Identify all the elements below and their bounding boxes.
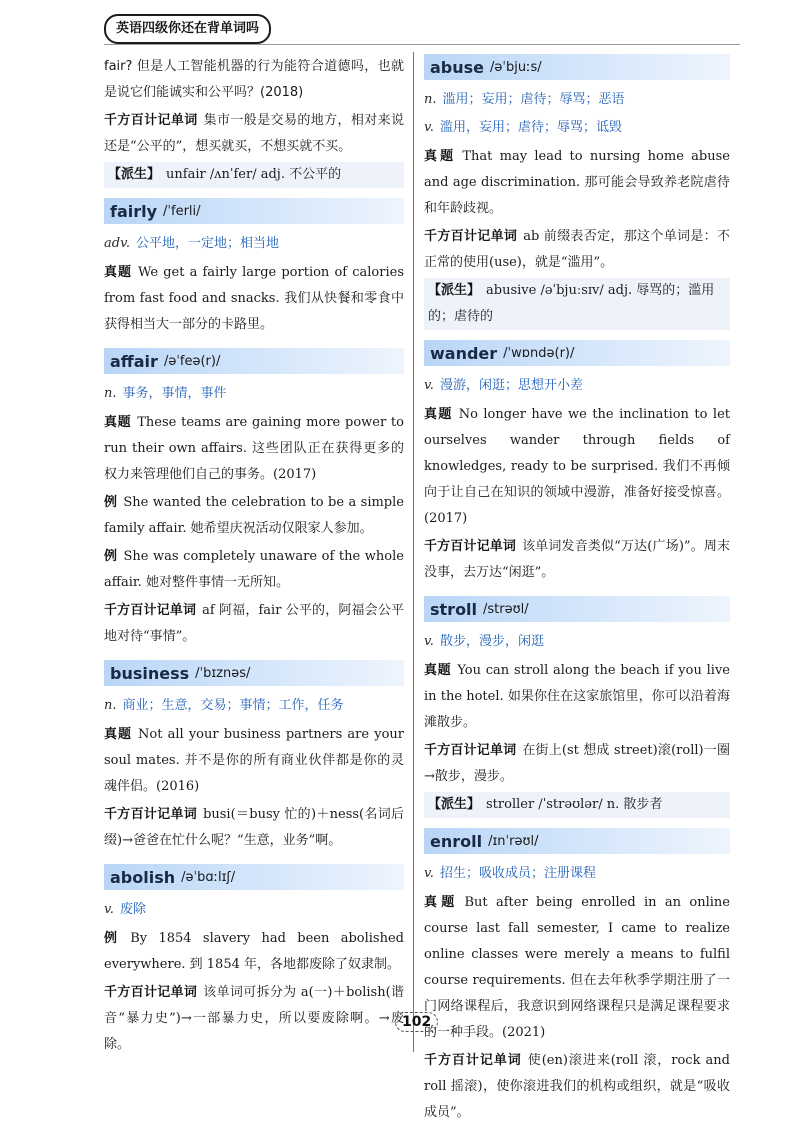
phonetic: /ɪnˈrəʊl/ (488, 833, 539, 849)
derivative-text: stroller /ˈstrəʊlər/ n. 散步者 (486, 797, 663, 812)
derivative-note (424, 792, 730, 818)
definition: 事务，事情，事件 (122, 386, 227, 401)
page-number: 102 (395, 1012, 438, 1032)
mnemonic-note-label: 千方百计记单词 (104, 603, 197, 618)
exam-sentence-label: 真题 (424, 407, 453, 422)
mnemonic-note (424, 738, 730, 790)
definition-line (104, 694, 404, 718)
mnemonic-note (104, 980, 404, 1058)
headword: business (110, 663, 190, 683)
definition-line (104, 898, 404, 922)
headword-bar (424, 54, 730, 80)
part-of-speech: v. (424, 378, 434, 393)
part-of-speech: n. (104, 386, 117, 401)
derivative-label: 【派生】 (428, 283, 481, 298)
part-of-speech: v. (424, 120, 434, 135)
header-rule (104, 44, 740, 45)
derivative-text: unfair /ʌnˈfer/ adj. 不公平的 (166, 167, 342, 182)
mnemonic-note (424, 224, 730, 276)
definition: 公平地，一定地；相当地 (136, 236, 280, 251)
example-sentence-text: She was completely unaware of the whole affair. 她对整件事情一无所知。 (104, 549, 404, 590)
exam-sentence-text: But after being enrolled in an online course last fall semester, I came to realize online classes were merely a means to fulfil course requirements. 但在去年秋季学期注册了一门网络课程后，我意识到网络课程只是满足课程要求的一种手段。(2021) (424, 895, 730, 1040)
part-of-speech: v. (104, 902, 114, 917)
headword-bar (424, 596, 730, 622)
headword: fairly (110, 201, 158, 221)
headword-bar (104, 660, 404, 686)
derivative-note (424, 278, 730, 330)
exam-sentence-label: 真题 (424, 149, 457, 164)
exam-sentence-text: We get a fairly large portion of calories from fast food and snacks. 我们从快餐和零食中获得相当大一部分的卡路里。 (104, 265, 404, 332)
example-sentence (104, 926, 404, 978)
example-sentence-label: 例 (104, 549, 118, 564)
headword-bar (104, 348, 404, 374)
headword-bar (104, 864, 404, 890)
definition-line (424, 630, 730, 654)
mnemonic-note-text: 使(en)滚进来(roll 滚，rock and roll 摇滚)，使你滚进我们的机构或组织，就是“吸收成员”。 (424, 1053, 730, 1120)
column-divider (413, 52, 414, 1052)
example-sentence (104, 544, 404, 596)
mnemonic-note-label: 千方百计记单词 (424, 743, 517, 758)
definition: 招生；吸收成员；注册课程 (439, 866, 596, 881)
definition: 废除 (119, 902, 146, 917)
exam-sentence-text: Not all your business partners are your soul mates. 并不是你的所有商业伙伴都是你的灵魂伴侣。(2016) (104, 727, 404, 794)
exam-sentence-text: You can stroll along the beach if you live in the hotel. 如果你住在这家旅馆里，你可以沿着海滩散步。 (424, 663, 730, 730)
mnemonic-note (424, 534, 730, 586)
example-sentence (104, 490, 404, 542)
example-sentence-label: 例 (104, 931, 125, 946)
phonetic: /ˈferli/ (163, 203, 201, 219)
mnemonic-note-label: 千方百计记单词 (424, 1053, 522, 1068)
exam-sentence (424, 890, 730, 1046)
right-column (424, 54, 730, 1128)
exam-sentence (424, 658, 730, 736)
mnemonic-note-label: 千方百计记单词 (104, 985, 198, 1000)
exam-sentence (104, 260, 404, 338)
derivative-label: 【派生】 (428, 797, 481, 812)
exam-sentence-label: 真题 (104, 727, 133, 742)
running-header: 英语四级你还在背单词吗 (104, 14, 271, 44)
exam-sentence-label: 真题 (104, 265, 133, 280)
mnemonic-note-label: 千方百计记单词 (424, 229, 518, 244)
exam-sentence-text: These teams are gaining more power to run their own affairs. 这些团队正在获得更多的权力来管理他们自己的事务。(2017) (104, 415, 404, 482)
definition-line (424, 862, 730, 886)
phonetic: /əˈbɑːlɪʃ/ (181, 869, 236, 885)
exam-sentence-text: That may lead to nursing home abuse and age discrimination. 那可能会导致养老院虐待和年龄歧视。 (424, 149, 730, 216)
mnemonic-note (104, 598, 404, 650)
definition-line (104, 232, 404, 256)
definition: 滥用；妄用；虐待；辱骂；恶语 (442, 92, 625, 107)
left-column (104, 54, 404, 1060)
example-sentence-label: 例 (104, 495, 118, 510)
definition-line (104, 382, 404, 406)
mnemonic-note-label: 千方百计记单词 (104, 807, 198, 822)
part-of-speech: v. (424, 866, 434, 881)
part-of-speech: v. (424, 634, 434, 649)
continued-text: fair? 但是人工智能机器的行为能符合道德吗，也就是说它们能诚实和公平吗？(2018) (104, 59, 404, 100)
mnemonic-note-text: busi(＝busy 忙的)＋ness(名词后缀)→爸爸在忙什么呢？“生意，业务”啊。 (104, 807, 404, 848)
definition-line (424, 116, 730, 140)
headword: affair (110, 351, 158, 371)
derivative-label: 【派生】 (108, 167, 161, 182)
mnemonic-note-text: 该单词可拆分为 a(一)＋bolish(谐音“暴力史”)→一部暴力史，所以要废除啊。→废除。 (104, 985, 404, 1052)
part-of-speech: n. (104, 698, 117, 713)
exam-sentence-text: No longer have we the inclination to let ourselves wander through fields of knowledges, ready to be surprised. 我们不再倾向于让自己在知识的领域中漫游，准备好接受惊喜。(2017) (424, 407, 730, 526)
exam-sentence-label: 真题 (424, 895, 459, 910)
headword-bar (104, 198, 404, 224)
headword: abolish (110, 867, 176, 887)
phonetic: /ˈbɪznəs/ (195, 665, 251, 681)
exam-sentence (104, 410, 404, 488)
mnemonic-note-label: 千方百计记单词 (424, 539, 517, 554)
mnemonic-note (104, 802, 404, 854)
headword: abuse (430, 57, 485, 77)
mnemonic-note-label: 千方百计记单词 (104, 113, 198, 128)
definition: 滥用，妄用；虐待；辱骂；诋毁 (439, 120, 622, 135)
exam-sentence (104, 722, 404, 800)
definition: 散步，漫步，闲逛 (439, 634, 544, 649)
phonetic: /strəʊl/ (483, 601, 529, 617)
phonetic: /əˈbjuːs/ (490, 59, 542, 75)
mnemonic-note (104, 108, 404, 160)
headword: stroll (430, 599, 478, 619)
mnemonic-note-text: ab 前缀表否定，那这个单词是：不正常的使用(use)，就是“滥用”。 (424, 229, 730, 270)
definition-line (424, 374, 730, 398)
part-of-speech: adv. (104, 236, 131, 251)
exam-sentence (424, 402, 730, 532)
definition: 漫游，闲逛；思想开小差 (439, 378, 583, 393)
mnemonic-note-text: 集市一般是交易的地方，相对来说还是“公平的”，想买就买，不想买就不买。 (104, 113, 404, 154)
example-sentence-text: By 1854 slavery had been abolished everywhere. 到 1854 年，各地都废除了奴隶制。 (104, 931, 404, 972)
mnemonic-note-text: 该单词发音类似“万达(广场)”。周末没事，去万达“闲逛”。 (424, 539, 730, 580)
headword: enroll (430, 831, 483, 851)
definition: 商业；生意，交易；事情；工作，任务 (122, 698, 344, 713)
headword: wander (430, 343, 498, 363)
definition-line (424, 88, 730, 112)
mnemonic-note-text: 在街上(st 想成 street)滚(roll)一圈→散步，漫步。 (424, 743, 730, 784)
example-sentence-text: She wanted the celebration to be a simple family affair. 她希望庆祝活动仅限家人参加。 (104, 495, 404, 536)
headword-bar (424, 828, 730, 854)
exam-sentence-label: 真题 (104, 415, 132, 430)
mnemonic-note-text: af 阿福，fair 公平的，阿福会公平地对待“事情”。 (104, 603, 404, 644)
exam-sentence (424, 144, 730, 222)
derivative-note (104, 162, 404, 188)
phonetic: /əˈfeə(r)/ (163, 353, 221, 369)
part-of-speech: n. (424, 92, 437, 107)
exam-sentence-label: 真题 (424, 663, 452, 678)
derivative-text: abusive /əˈbjuːsɪv/ adj. 辱骂的；滥用的；虐待的 (428, 283, 715, 324)
headword-bar (424, 340, 730, 366)
mnemonic-note (424, 1048, 730, 1126)
phonetic: /ˈwɒndə(r)/ (503, 345, 575, 361)
